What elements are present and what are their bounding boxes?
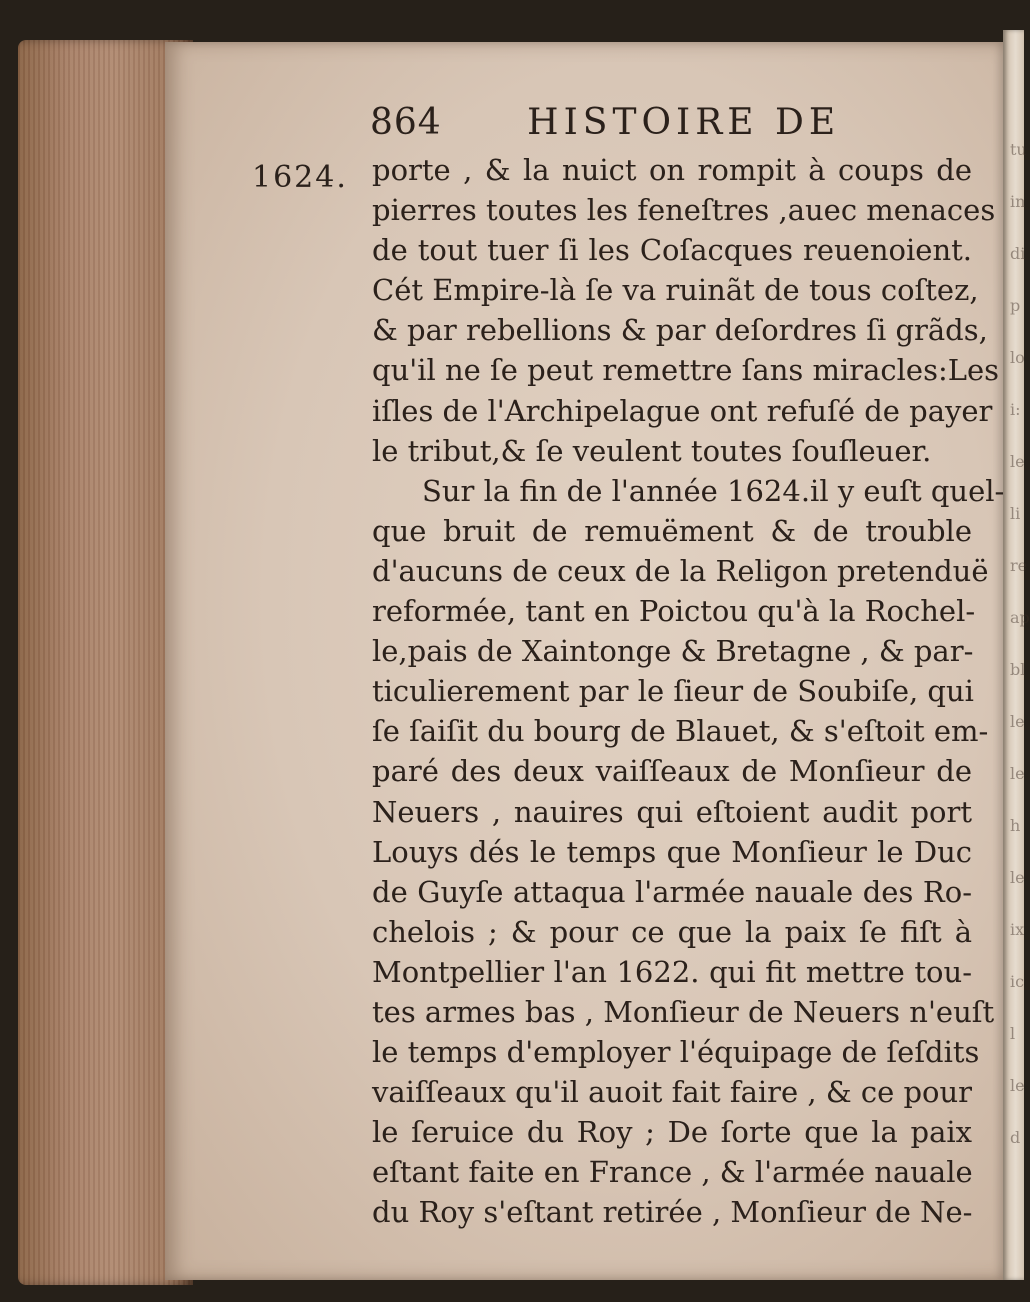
text-line: le,pais de Xaintonge & Bretagne , & par-	[372, 634, 974, 669]
text-line: reformée, tant en Poictou qu'à la Rochel-	[372, 594, 976, 629]
text-line: Louys dés le temps que Monſieur le Duc	[372, 834, 972, 869]
facing-page-fragment: l	[1010, 1024, 1016, 1043]
page-number: 864	[370, 102, 442, 143]
text-line: Sur la fin de l'année 1624.il y euſt quel-	[422, 473, 1005, 508]
facing-page-fragment: p	[1010, 296, 1021, 315]
facing-page-fragment: re	[1010, 556, 1028, 575]
facing-page-fragment: li	[1010, 504, 1021, 523]
facing-page-fragment: d	[1010, 1128, 1021, 1147]
text-line: iſles de l'Archipelague ont refuſé de payer	[372, 393, 993, 428]
facing-page-fragment: i:	[1010, 400, 1021, 419]
body-text	[372, 150, 1005, 1233]
text-line: Montpellier l'an 1622. qui fit mettre tou-	[372, 954, 972, 989]
facing-page-fragment: ap	[1010, 608, 1030, 627]
facing-page-fragment: bl	[1010, 660, 1026, 679]
margin-year-note: 1624.	[252, 160, 348, 195]
text-line: pierres toutes les feneſtres ,auec menaces	[372, 193, 996, 228]
facing-page-fragment: h	[1010, 816, 1021, 835]
text-line: porte , & la nuict on rompit à coups de	[372, 153, 972, 187]
text-line: le ſeruice du Roy ; De ſorte que la paix	[372, 1115, 972, 1150]
facing-page-fragment: le	[1010, 764, 1025, 783]
text-line: qu'il ne ſe peut remettre ſans miracles:Les	[372, 353, 1000, 388]
text-line: vaiſſeaux qu'il auoit fait faire , & ce pour	[372, 1075, 973, 1110]
facing-page-fragment: le	[1010, 868, 1025, 887]
text-line: tes armes bas , Monſieur de Neuers n'euſt	[372, 994, 995, 1029]
facing-page-fragment: lo	[1010, 348, 1025, 367]
facing-page-fragment: ix	[1010, 920, 1025, 939]
text-line: & par rebellions & par deſordres ſi grãds,	[372, 313, 988, 348]
text-line: le temps d'employer l'équipage de ſeſdits	[372, 1035, 980, 1070]
text-line: Cét Empire-là ſe va ruinãt de tous coſtez,	[372, 273, 979, 308]
facing-page-fragment: di	[1010, 244, 1026, 263]
running-title: HISTOIRE DE	[527, 102, 841, 143]
text-line: chelois ; & pour ce que la paix ſe fiſt à	[372, 914, 972, 949]
text-line: Neuers , nauires qui eſtoient audit port	[372, 794, 972, 829]
text-line: d'aucuns de ceux de la Religon pretenduë	[372, 553, 989, 588]
text-line: de Guyſe attaqua l'armée nauale des Ro-	[372, 874, 972, 909]
text-line: le tribut,& ſe veulent toutes ſouſleuer.	[372, 433, 932, 468]
running-head	[370, 102, 840, 143]
text-line: paré des deux vaiſſeaux de Monſieur de	[372, 754, 972, 789]
facing-page-fragment: le	[1010, 712, 1025, 731]
text-line: du Roy s'eſtant retirée , Monſieur de Ne-	[372, 1195, 973, 1230]
text-line: de tout tuer ſi les Coſacques reuenoient.	[372, 233, 972, 268]
text-line: ſe ſaiſit du bourg de Blauet, & s'eſtoit em-	[372, 714, 989, 749]
facing-page-fragment: in	[1010, 192, 1026, 211]
text-line: eſtant faite en France , & l'armée nauale	[372, 1155, 973, 1190]
facing-page-fragment: tu	[1010, 140, 1027, 159]
facing-page-fragment: ic	[1010, 972, 1025, 991]
text-line: ticulierement par le ſieur de Soubiſe, qui	[372, 674, 974, 709]
facing-page-fragment: le	[1010, 452, 1025, 471]
text-line: que bruit de remuëment & de trouble	[372, 513, 972, 548]
facing-page-fragment: le	[1010, 1076, 1025, 1095]
